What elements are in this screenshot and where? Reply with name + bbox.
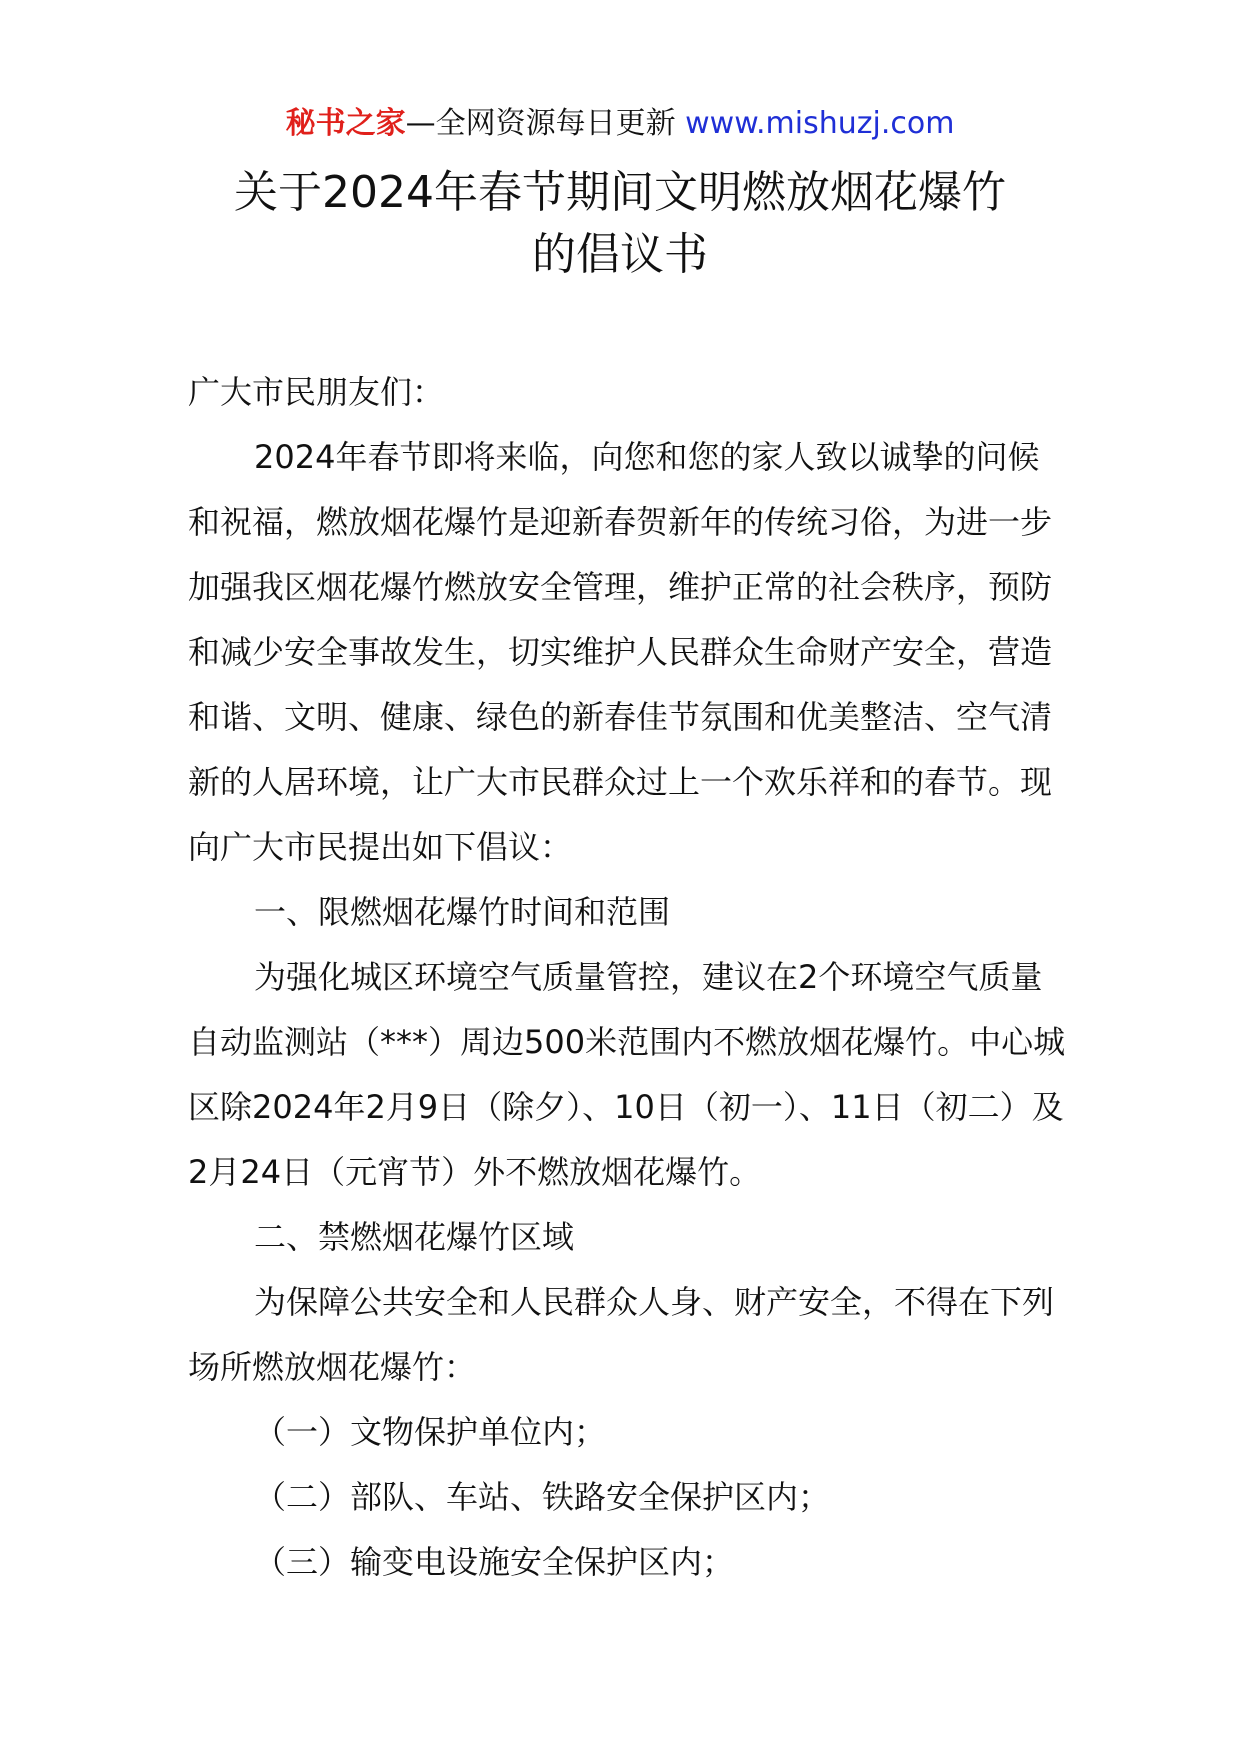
title-line-2: 的倡议书 (532, 229, 708, 280)
list-item: （三）输变电设施安全保护区内； (254, 1543, 735, 1581)
list-item: （一）文物保护单位内； (254, 1413, 607, 1451)
document-body (188, 360, 1068, 1595)
list-item: （二）部队、车站、铁路安全保护区内； (254, 1478, 831, 1516)
brand-name: 秘书之家 (285, 106, 406, 141)
header-tagline: —全网资源每日更新 (405, 106, 686, 141)
intro-paragraph: 2024年春节即将来临，向您和您的家人致以诚挚的问候和祝福，燃放烟花爆竹是迎新春贺新年的传统习俗，为进一步加强我区烟花爆竹燃放安全管理，维护正常的社会秩序，预防和减少安全事故发生，切实维护人民群众生命财产安全，营造和谐、文明、健康、绿色的新春佳节氛围和优美整洁、空气清新的人居环境，让广大市民群众过上一个欢乐祥和的春节。现向广大市民提出如下倡议： (188, 438, 1053, 866)
salutation: 广大市民朋友们： (188, 373, 445, 411)
section-2-paragraph: 为保障公共安全和人民群众人身、财产安全，不得在下列场所燃放烟花爆竹： (188, 1283, 1055, 1386)
section-2-heading: 二、禁燃烟花爆竹区域 (254, 1218, 575, 1256)
document-title (0, 162, 1240, 286)
section-1-heading: 一、限燃烟花爆竹时间和范围 (254, 893, 671, 931)
section-1-paragraph: 为强化城区环境空气质量管控，建议在2个环境空气质量自动监测站（***）周边500米范围内不燃放烟花爆竹。中心城区除2024年2月9日（除夕）、10日（初一）、11日（初二）及2月24日（元宵节）外不燃放烟花爆竹。 (188, 958, 1066, 1191)
page-header (0, 104, 1240, 144)
website-link[interactable]: www.mishuzj.com (685, 106, 955, 141)
title-line-1: 关于2024年春节期间文明燃放烟花爆竹 (234, 167, 1006, 218)
